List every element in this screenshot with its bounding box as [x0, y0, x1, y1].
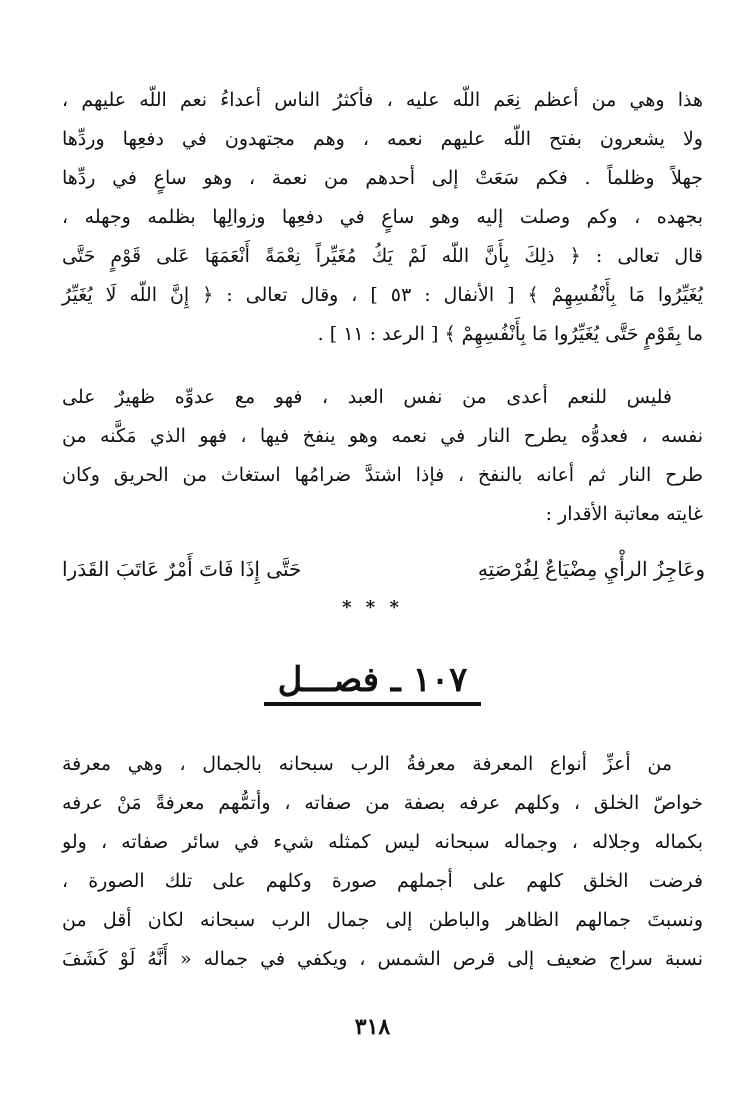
section-separator: * * *	[342, 597, 403, 618]
text-line: من أعزِّ أنواع المعرفة معرفةُ الرب سبحانه بالجمال ، وهي معرفة	[62, 753, 672, 775]
text-line: بكماله وجلاله ، وجماله سبحانه ليس كمثله شيء في سائر صفاته ، ولو	[62, 831, 703, 853]
text-line: فرضت الخلق كلهم على أجملهم صورة وكلهم على تلك الصورة ،	[62, 870, 703, 892]
text-line: ولا يشعرون بفتح اللّه عليهم نعمه ، وهم مجتهدون في دفعِها وردِّها	[62, 128, 703, 150]
text-line: ونسبتَ جمالهم الظاهر والباطن إلى جمال الرب سبحانه لكان أقل من	[62, 909, 703, 931]
text-line: هذا وهي من أعظم نِعَم اللّه عليه ، فأكثرُ الناس أعداءُ نعم اللّه عليهم ،	[62, 89, 703, 111]
text-line: جهلاً وظلماً . فكم سَعَتْ إلى أحدهم من نعمة ، وهو ساعٍ في ردِّها	[62, 167, 703, 189]
poem-second-hemistich: حَتَّى إِذَا فَاتَ أَمْرٌ عَاتَبَ القَدَرا	[62, 557, 302, 581]
text-line: نسبة سراج ضعيف إلى قرص الشمس ، ويكفي في جماله « أَنَّهُ لَوْ كَشَفَ	[62, 948, 703, 970]
text-line: نفسه ، فعدوُّه يطرح النار في نعمه وهو ينفخ فيها ، فهو الذي مَكَّنه من	[62, 425, 703, 447]
poem-first-hemistich: وعَاجِزُ الرأْيِ مِضْيَاعٌ لِفُرْصَتِهِ	[477, 557, 705, 581]
text-line: قال تعالى : ﴿ ذلِكَ بِأَنَّ اللّه لَمْ يَكُ مُغَيِّراً نِعْمَةً أَنْعَمَهَا عَلى قَوْمٍ حَتَّى	[62, 245, 703, 267]
section-heading-text: ١٠٧ ـ فصـــل	[264, 660, 482, 706]
text-line: فليس للنعم أعدى من نفس العبد ، فهو مع عدوِّه ظهيرٌ على	[62, 386, 672, 408]
text-line: يُغَيِّرُوا مَا بِأَنْفُسِهِمْ ﴾ [ الأنفال : ٥٣ ] ، وقال تعالى : ﴿ إِنَّ اللّه لَا يُغَيِّرُ	[62, 284, 703, 306]
page-number: ٣١٨	[354, 1014, 391, 1040]
text-line: بجهده ، وكم وصلت إليه وهو ساعٍ في دفعِها وزوالِها بظلمه وجهله ،	[62, 206, 703, 228]
poem-verse	[62, 556, 705, 586]
text-line: ما بِقَوْمٍ حَتَّى يُغَيِّرُوا مَا بِأَنْفُسِهِمْ ﴾ [ الرعد : ١١ ] .	[317, 323, 703, 345]
section-heading	[0, 660, 745, 700]
text-line: طرح النار ثم أعانه بالنفخ ، فإذا اشتدَّ ضرامُها استغاث من الحريق وكان	[62, 464, 703, 486]
text-line: غايته معاتبة الأقدار :	[545, 503, 703, 525]
text-line: خواصّ الخلق ، وكلهم عرفه بصفة من صفاته ، وأتمُّهم معرفةً مَنْ عرفه	[62, 792, 703, 814]
